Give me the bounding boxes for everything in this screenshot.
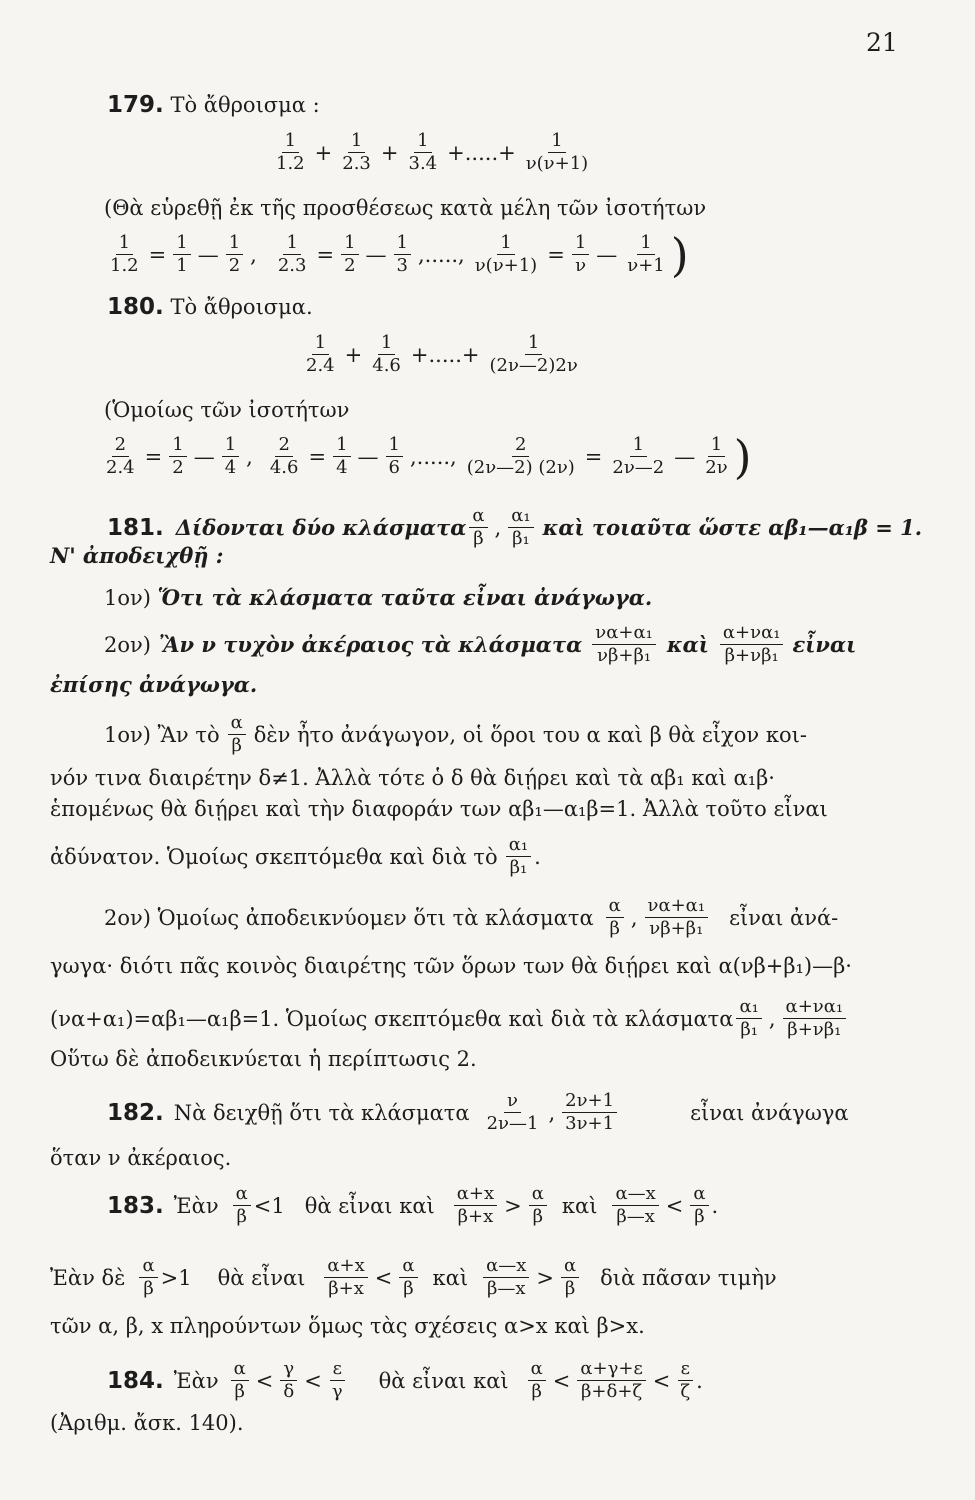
fraction-denominator: ζ <box>680 1381 691 1402</box>
fraction-denominator: β—x <box>486 1278 526 1299</box>
fraction <box>702 434 730 479</box>
math-text: < <box>552 1368 571 1393</box>
fraction <box>528 1358 546 1403</box>
math-text: ,....., <box>410 444 457 469</box>
problem-181-prove: Ν' ἀποδειχθῇ : <box>50 543 224 568</box>
fraction <box>562 1090 617 1135</box>
page-number: 21 <box>866 28 898 57</box>
fraction <box>677 1358 693 1403</box>
math-text: — <box>674 444 696 469</box>
fraction-numerator: 1 <box>283 232 300 255</box>
math-text: , <box>768 1006 776 1031</box>
fraction-denominator: 4.6 <box>269 457 299 478</box>
fraction-numerator: α <box>528 1358 546 1381</box>
fraction <box>592 622 656 667</box>
math-text: . <box>696 1368 703 1393</box>
math-text: ,....., <box>418 242 465 267</box>
fraction-numerator: α <box>690 1183 708 1206</box>
math-text: + <box>344 342 363 367</box>
fraction-numerator: α₁ <box>506 834 531 857</box>
solution-181-1-line2: νόν τινα διαιρέτην δ≠1. Ἀλλὰ τότε ὁ δ θὰ διῄρει καὶ τὰ αβ₁ καὶ α₁β· <box>50 766 775 790</box>
math-text: > <box>536 1265 554 1290</box>
fraction-denominator: 3.4 <box>408 153 438 174</box>
fraction <box>572 232 589 277</box>
fraction <box>273 130 308 175</box>
problem-179-identities <box>104 227 689 282</box>
math-text: Ἐὰν δὲ <box>50 1265 126 1290</box>
math-text: = <box>316 242 335 267</box>
fraction-denominator: 2.4 <box>306 355 335 376</box>
fraction-numerator: α <box>529 1183 547 1206</box>
problem-180-heading <box>107 294 313 320</box>
fraction-denominator: β <box>532 1206 544 1227</box>
fraction <box>606 895 624 940</box>
math-text: εἶναι ἀνάγωγα <box>690 1100 849 1125</box>
fraction-numerator: α <box>139 1255 157 1278</box>
fraction-denominator: β <box>609 918 620 939</box>
fraction-denominator: 4.6 <box>372 355 401 376</box>
fraction-numerator: ε <box>330 1358 345 1381</box>
fraction-denominator: νβ+β₁ <box>597 645 652 666</box>
fraction-numerator: α+να₁ <box>783 996 847 1019</box>
fraction-denominator: 4 <box>224 457 237 478</box>
math-text: — <box>365 242 387 267</box>
problem-number: 180. <box>107 294 164 320</box>
fraction-denominator: ν <box>575 255 587 276</box>
fraction <box>267 434 302 479</box>
fraction <box>561 1255 579 1300</box>
math-text: καὶ τοιαῦτα ὥστε αβ₁—α₁β = 1. <box>542 515 923 540</box>
solution-181-1-line1 <box>104 712 807 757</box>
math-text: 2ον) <box>104 632 151 657</box>
fraction-numerator: ν <box>504 1090 521 1113</box>
fraction <box>275 232 310 277</box>
fraction-denominator: β <box>531 1381 542 1402</box>
fraction-denominator: β <box>236 1206 247 1227</box>
solution-181-2-line3 <box>50 996 849 1041</box>
fraction-denominator: γ <box>331 1381 343 1402</box>
problem-179-sum <box>270 130 594 175</box>
math-text: εἶναι ἀνά- <box>729 905 839 930</box>
fraction-numerator: 1 <box>548 130 565 153</box>
fraction-denominator: 1 <box>176 255 188 276</box>
fraction <box>386 434 403 479</box>
fraction <box>506 834 531 879</box>
fraction-numerator: α+γ+ε <box>577 1358 645 1381</box>
problem-184-line1 <box>107 1358 703 1403</box>
solution-181-1-line4 <box>50 834 541 879</box>
fraction-denominator: β+νβ₁ <box>724 645 779 666</box>
problem-number: 183. <box>107 1192 164 1219</box>
math-text: +.....+ <box>447 140 516 165</box>
fraction-numerator: να+α₁ <box>592 622 656 645</box>
fraction-denominator: β+δ+ζ <box>581 1381 643 1402</box>
problem-181-item-1 <box>104 585 652 611</box>
math-text: , <box>246 444 253 469</box>
fraction <box>399 1255 417 1300</box>
fraction-denominator: β+x <box>457 1206 494 1227</box>
fraction-numerator: 1 <box>333 434 350 457</box>
math-text: = <box>144 444 163 469</box>
math-text: — <box>596 242 618 267</box>
math-text: = <box>584 444 603 469</box>
math-text: εἶναι <box>792 632 857 657</box>
math-text: ) <box>670 227 689 282</box>
fraction <box>406 130 441 175</box>
problem-179-hint: (Θὰ εὑρεθῇ ἐκ τῆς προσθέσεως κατὰ μέλη τῶν ἰσοτήτων <box>104 196 707 220</box>
fraction-numerator: α <box>233 1183 251 1206</box>
fraction <box>690 1183 708 1228</box>
math-text: = <box>308 444 327 469</box>
fraction-numerator: 1 <box>414 130 431 153</box>
fraction <box>624 232 667 277</box>
math-text: — <box>357 444 379 469</box>
math-text: — <box>197 242 219 267</box>
math-text: + <box>314 140 333 165</box>
fraction <box>303 332 338 377</box>
math-text: 1ον) <box>104 586 151 610</box>
problem-181-statement <box>107 505 922 550</box>
fraction-denominator: β <box>473 528 484 549</box>
fraction-numerator: α <box>399 1255 417 1278</box>
fraction-numerator: 1 <box>348 130 365 153</box>
math-text: < <box>652 1368 671 1393</box>
fraction-denominator: 2.3 <box>342 153 371 174</box>
math-text: (να+α₁)=αβ₁—α₁β=1. Ὁμοίως σκεπτόμεθα καὶ διὰ τὰ κλάσματα <box>50 1006 734 1031</box>
fraction-numerator: 1 <box>226 232 243 255</box>
problem-182-line2: ὅταν ν ἀκέραιος. <box>50 1146 232 1170</box>
fraction-numerator: 1 <box>312 332 329 355</box>
fraction-numerator: 2 <box>112 434 129 457</box>
fraction <box>645 895 709 940</box>
fraction-denominator: 2ν <box>705 457 728 478</box>
fraction-numerator: 1 <box>708 434 725 457</box>
fraction <box>341 232 358 277</box>
fraction-numerator: α <box>469 505 487 528</box>
math-text: , <box>250 242 257 267</box>
math-text: Δίδονται δύο κλάσματα <box>175 515 467 540</box>
fraction-numerator: 1 <box>386 434 403 457</box>
fraction <box>577 1358 645 1403</box>
fraction-numerator: ε <box>678 1358 693 1381</box>
fraction <box>508 505 533 550</box>
fraction-numerator: α₁ <box>508 505 533 528</box>
fraction-denominator: β—x <box>616 1206 655 1227</box>
problem-number: 184. <box>107 1367 164 1394</box>
fraction-denominator: 2 <box>172 457 184 478</box>
solution-181-2-line2: γωγα· διότι πᾶς κοινὸς διαιρέτης τῶν ὅρων των θὰ διῄρει καὶ α(νβ+β₁)—β· <box>50 954 852 978</box>
fraction-numerator: 1 <box>169 434 186 457</box>
fraction-denominator: 1.2 <box>110 255 139 276</box>
fraction-numerator: 2ν+1 <box>562 1090 617 1113</box>
problem-183-line1 <box>107 1183 718 1228</box>
fraction-numerator: να+α₁ <box>645 895 709 918</box>
math-text: Ἂν ν τυχὸν ἀκέραιος τὰ κλάσματα <box>158 632 583 657</box>
fraction <box>484 1090 542 1135</box>
fraction <box>469 505 487 550</box>
problem-180-sum <box>300 332 584 377</box>
fraction-denominator: 2 <box>228 255 241 276</box>
math-text: Ἐὰν <box>173 1193 219 1218</box>
math-text: καὶ <box>666 632 709 657</box>
fraction-denominator: β₁ <box>509 857 528 878</box>
fraction <box>173 232 190 277</box>
problem-183-line2 <box>50 1255 777 1300</box>
math-text: = <box>547 242 565 267</box>
fraction-numerator: 1 <box>116 232 133 255</box>
fraction-denominator: β+νβ₁ <box>787 1019 842 1040</box>
math-text: θὰ εἶναι <box>217 1265 306 1290</box>
math-text: διὰ πᾶσαν τιμὴν <box>600 1265 777 1290</box>
math-text: . <box>534 844 541 869</box>
fraction-numerator: 1 <box>637 232 654 255</box>
math-text: <1 <box>253 1193 285 1218</box>
fraction-denominator: δ <box>283 1381 295 1402</box>
fraction-denominator: 2ν—1 <box>486 1113 539 1134</box>
fraction-denominator: β₁ <box>512 528 530 549</box>
fraction-denominator: 3 <box>396 255 408 276</box>
math-text: Ἐὰν <box>173 1368 219 1393</box>
fraction-numerator: α <box>228 712 246 735</box>
fraction <box>231 1358 249 1403</box>
math-text: δὲν ἦτο ἀνάγωγον, οἱ ὅροι του α καὶ β θὰ εἶχον κοι- <box>253 722 807 747</box>
fraction-numerator: α+x <box>324 1255 367 1278</box>
math-text: = <box>148 242 167 267</box>
problem-180-identities <box>100 429 752 484</box>
fraction <box>226 232 243 277</box>
fraction-numerator: 1 <box>630 434 647 457</box>
fraction-numerator: α₁ <box>736 996 761 1019</box>
fraction <box>333 434 350 479</box>
fraction <box>472 232 540 277</box>
fraction <box>103 434 138 479</box>
problem-number: 182. <box>107 1099 164 1126</box>
fraction <box>329 1358 346 1403</box>
fraction-denominator: 6 <box>388 457 400 478</box>
fraction-denominator: 2 <box>344 255 356 276</box>
fraction-numerator: 1 <box>282 130 299 153</box>
fraction-numerator: α+να₁ <box>720 622 784 645</box>
math-text: θὰ εἶναι καὶ <box>304 1193 435 1218</box>
fraction <box>280 1358 297 1403</box>
fraction <box>369 332 404 377</box>
solution-181-2-line4: Οὕτω δὲ ἀποδεικνύεται ἡ περίπτωσις 2. <box>50 1047 477 1071</box>
fraction-numerator: 1 <box>572 232 589 255</box>
fraction <box>324 1255 367 1300</box>
math-text: , <box>494 515 502 540</box>
fraction <box>233 1183 251 1228</box>
fraction-numerator: γ <box>280 1358 297 1381</box>
math-text: +.....+ <box>410 342 480 367</box>
fraction-numerator: α—x <box>483 1255 529 1278</box>
math-text: — <box>193 444 215 469</box>
math-text: 1ον) Ἂν τὸ <box>104 722 220 747</box>
fraction-denominator: 2.4 <box>106 457 135 478</box>
math-text: > <box>504 1193 522 1218</box>
fraction <box>609 434 667 479</box>
fraction-numerator: 1 <box>222 434 239 457</box>
fraction <box>523 130 591 175</box>
fraction <box>169 434 186 479</box>
math-text: < <box>255 1368 274 1393</box>
fraction <box>720 622 784 667</box>
fraction-denominator: 3ν+1 <box>565 1113 615 1134</box>
fraction-denominator: β <box>403 1278 414 1299</box>
fraction-denominator: 1.2 <box>276 153 305 174</box>
problem-180-hint: (Ὁμοίως τῶν ἰσοτήτων <box>104 398 350 422</box>
math-text: Νὰ δειχθῇ ὅτι τὰ κλάσματα <box>173 1100 470 1125</box>
fraction-numerator: 1 <box>173 232 190 255</box>
fraction <box>139 1255 157 1300</box>
solution-181-2-line1 <box>104 895 838 940</box>
fraction-numerator: α <box>606 895 624 918</box>
fraction <box>454 1183 497 1228</box>
math-text: < <box>304 1368 322 1393</box>
fraction-numerator: 2 <box>275 434 292 457</box>
fraction <box>339 130 374 175</box>
fraction <box>612 1183 658 1228</box>
math-text: καὶ <box>432 1265 469 1290</box>
fraction-denominator: β <box>231 735 242 756</box>
math-text: + <box>380 140 399 165</box>
math-text: , <box>548 1100 556 1125</box>
problem-183-line3: τῶν α, β, x πληρούντων ὅμως τὰς σχέσεις α>x καὶ β>x. <box>50 1314 645 1338</box>
problem-intro: Τὸ ἄθροισμα : <box>170 93 320 117</box>
math-text: 2ον) Ὁμοίως ἀποδεικνύομεν ὅτι τὰ κλάσματα <box>104 905 594 930</box>
fraction-numerator: α—x <box>612 1183 658 1206</box>
problem-number: 181. <box>107 514 164 541</box>
problem-182-line1 <box>107 1090 849 1135</box>
fraction <box>486 332 580 377</box>
fraction-numerator: 1 <box>394 232 411 255</box>
math-text: καὶ <box>561 1193 598 1218</box>
fraction-numerator: 2 <box>512 434 529 457</box>
problem-intro: Τὸ ἄθροισμα. <box>170 295 313 319</box>
fraction-denominator: β <box>694 1206 705 1227</box>
fraction-denominator: β <box>234 1381 245 1402</box>
fraction-denominator: (2ν—2)2ν <box>489 355 578 376</box>
fraction-numerator: α <box>561 1255 579 1278</box>
math-text: ἀδύνατον. Ὁμοίως σκεπτόμεθα καὶ διὰ τὸ <box>50 844 498 869</box>
fraction-denominator: ν(ν+1) <box>525 153 589 174</box>
math-text: < <box>665 1193 684 1218</box>
fraction <box>222 434 239 479</box>
math-text: . <box>711 1193 719 1218</box>
fraction-denominator: β₁ <box>740 1019 758 1040</box>
problem-number: 179. <box>107 92 164 118</box>
fraction-denominator: β <box>143 1278 154 1299</box>
fraction-numerator: 1 <box>525 332 542 355</box>
problem-181-item-2 <box>104 622 856 667</box>
fraction-numerator: α+x <box>454 1183 497 1206</box>
math-text: ) <box>733 429 752 484</box>
fraction-denominator: νβ+β₁ <box>649 918 704 939</box>
math-text: Ὅτι τὰ κλάσματα ταῦτα εἶναι ἀνάγωγα. <box>157 585 653 610</box>
fraction-denominator: ν(ν+1) <box>474 255 538 276</box>
fraction <box>394 232 411 277</box>
fraction-denominator: (2ν—2) (2ν) <box>466 457 575 478</box>
math-text: >1 <box>160 1265 192 1290</box>
problem-184-reference: (Ἀριθμ. ἄσκ. 140). <box>50 1411 244 1435</box>
fraction <box>107 232 142 277</box>
math-text: , <box>630 905 638 930</box>
fraction-denominator: 4 <box>336 457 348 478</box>
fraction-denominator: ν+1 <box>627 255 665 276</box>
fraction-denominator: 2.3 <box>277 255 307 276</box>
math-text: θὰ εἶναι καὶ <box>378 1368 509 1393</box>
fraction <box>228 712 246 757</box>
fraction-numerator: 1 <box>497 232 514 255</box>
problem-179-heading <box>107 92 320 118</box>
fraction <box>736 996 761 1041</box>
fraction <box>529 1183 547 1228</box>
fraction-numerator: 1 <box>378 332 395 355</box>
fraction-denominator: β+x <box>328 1278 364 1299</box>
fraction <box>464 434 578 479</box>
fraction-numerator: 1 <box>341 232 358 255</box>
fraction-numerator: α <box>231 1358 249 1381</box>
fraction-denominator: 2ν—2 <box>612 457 665 478</box>
problem-181-item-2-cont: ἐπίσης ἀνάγωγα. <box>50 672 258 697</box>
fraction <box>483 1255 529 1300</box>
solution-181-1-line3: ἑπομένως θὰ διῄρει καὶ τὴν διαφοράν των αβ₁—α₁β=1. Ἀλλὰ τοῦτο εἶναι <box>50 797 828 821</box>
fraction-denominator: β <box>564 1278 576 1299</box>
math-text: < <box>374 1265 393 1290</box>
fraction <box>783 996 847 1041</box>
